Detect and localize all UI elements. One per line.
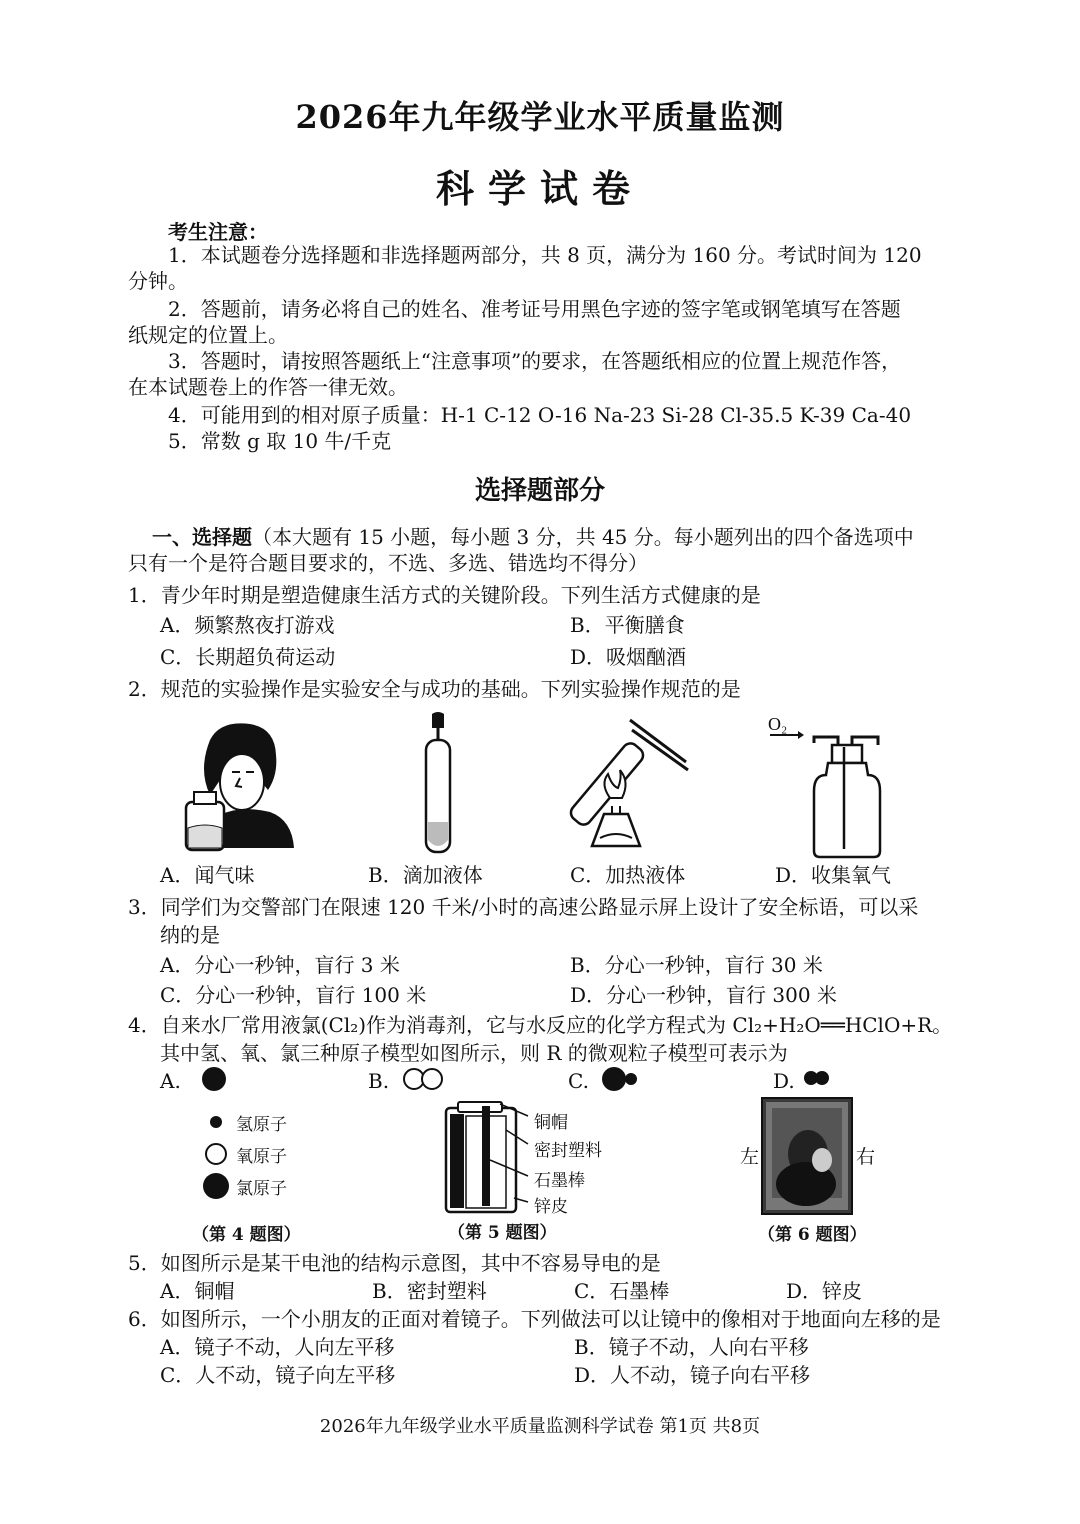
q5-stem: 5．如图所示是某干电池的结构示意图，其中不容易导电的是	[128, 1251, 661, 1275]
chlorine-atom-model	[200, 1066, 230, 1094]
subject-title: 科学试卷	[435, 166, 644, 211]
q5-option-b: B．密封塑料	[372, 1279, 487, 1303]
fig6-caption: （第 6 题图）	[758, 1225, 867, 1245]
q6-option-d: D．人不动，镜子向右平移	[574, 1363, 811, 1387]
q3-option-c: C．分心一秒钟，盲行 100 米	[160, 983, 427, 1007]
q4-option-c: C.	[568, 1069, 589, 1093]
q3-stem-1: 3．同学们为交警部门在限速 120 千米/小时的高速公路显示屏上设计了安全标语，可以采	[128, 895, 919, 919]
q2-option-a: A．闻气味	[160, 863, 255, 887]
q2-stem: 2．规范的实验操作是实验安全与成功的基础。下列实验操作规范的是	[128, 677, 741, 701]
q4-option-a: A.	[160, 1069, 181, 1093]
hydrogen-molecule-model	[802, 1068, 834, 1092]
q2-option-d: D．收集氧气	[775, 863, 892, 887]
q1-option-c: C．长期超负荷运动	[160, 645, 336, 669]
q1-option-d: D．吸烟酗酒	[570, 645, 687, 669]
hcl-molecule-model	[600, 1066, 644, 1094]
q6-option-a: A．镜子不动，人向左平移	[160, 1335, 395, 1359]
q6-option-b: B．镜子不动，人向右平移	[574, 1335, 809, 1359]
q3-option-a: A．分心一秒钟，盲行 3 米	[160, 953, 400, 977]
q2-option-b: B．滴加液体	[368, 863, 483, 887]
legend-hydrogen-icon	[208, 1114, 224, 1130]
battery-label-copper-cap: 铜帽	[534, 1113, 568, 1133]
q4-option-b: B.	[368, 1069, 390, 1093]
q2-option-c: C．加热液体	[570, 863, 686, 887]
part-desc-2: 只有一个是符合题目要求的，不选、多选、错选均不得分）	[128, 551, 648, 575]
fig4-caption: （第 4 题图）	[192, 1225, 301, 1245]
q5-option-a: A．铜帽	[160, 1279, 235, 1303]
smell-illustration	[180, 720, 300, 855]
battery-label-graphite-rod: 石墨棒	[534, 1171, 585, 1191]
notice-line: 分钟。	[128, 269, 188, 293]
q4-stem-2: 其中氢、氧、氯三种原子模型如图所示，则 R 的微观粒子模型可表示为	[160, 1041, 788, 1065]
battery-label-plastic-seal: 密封塑料	[534, 1141, 602, 1161]
q3-option-b: B．分心一秒钟，盲行 30 米	[570, 953, 823, 977]
battery-label-zinc-case: 锌皮	[534, 1197, 568, 1217]
notice-line: 1．本试题卷分选择题和非选择题两部分，共 8 页，满分为 160 分。考试时间为 120	[168, 243, 922, 267]
dry-cell-diagram	[440, 1100, 530, 1215]
gas-bottle-illustration	[770, 735, 890, 860]
notice-line: 3．答题时，请按照答题纸上“注意事项”的要求，在答题纸相应的位置上规范作答，	[168, 349, 902, 373]
q4-stem-1: 4．自来水厂常用液氯(Cl₂)作为消毒剂，它与水反应的化学方程式为 Cl₂+H₂O══HClO+R。	[128, 1013, 953, 1037]
q3-stem-2: 纳的是	[160, 923, 220, 947]
q6-option-c: C．人不动，镜子向左平移	[160, 1363, 396, 1387]
q6-stem: 6．如图所示，一个小朋友的正面对着镜子。下列做法可以让镜中的像相对于地面向左移的是	[128, 1307, 941, 1331]
part-desc-1: （本大题有 15 小题，每小题 3 分，共 45 分。每小题列出的四个备选项中	[252, 525, 914, 549]
notice-line: 在本试题卷上的作答一律无效。	[128, 375, 408, 399]
legend-chlorine-label: 氯原子	[236, 1179, 287, 1199]
q1-option-b: B．平衡膳食	[570, 613, 685, 637]
notice-line: 4．可能用到的相对原子质量：H-1 C-12 O-16 Na-23 Si-28 Cl-35.5 K-39 Ca-40	[168, 403, 912, 427]
part-description	[152, 524, 914, 550]
mirror-photo	[762, 1098, 852, 1214]
fig6-left-label: 左	[740, 1146, 760, 1168]
notice-line: 5．常数 g 取 10 牛/千克	[168, 429, 392, 453]
part-label: 一、选择题	[152, 525, 252, 549]
q5-option-c: C．石墨棒	[574, 1279, 670, 1303]
legend-oxygen-label: 氧原子	[236, 1147, 287, 1167]
q1-stem: 1．青少年时期是塑造健康生活方式的关键阶段。下列生活方式健康的是	[128, 583, 761, 607]
notice-line: 纸规定的位置上。	[128, 323, 288, 347]
q3-option-d: D．分心一秒钟，盲行 300 米	[570, 983, 837, 1007]
q4-option-d: D.	[773, 1069, 795, 1093]
page-footer: 2026年九年级学业水平质量监测科学试卷 第1页 共8页	[319, 1416, 761, 1437]
q1-option-a: A．频繁熬夜打游戏	[160, 613, 335, 637]
legend-chlorine-icon	[202, 1172, 230, 1200]
section-title: 选择题部分	[474, 476, 605, 506]
notice-heading: 考生注意：	[168, 220, 268, 244]
legend-oxygen-icon	[204, 1142, 228, 1166]
notice-line: 2．答题前，请务必将自己的姓名、准考证号用黑色字迹的签字笔或钢笔填写在答题	[168, 297, 901, 321]
fig6-right-label: 右	[856, 1146, 876, 1168]
o2-label: O₂	[768, 714, 788, 734]
fig5-caption: （第 5 题图）	[448, 1223, 557, 1243]
dropper-illustration	[418, 712, 458, 857]
q5-option-d: D．锌皮	[786, 1279, 863, 1303]
exam-title: 2026年九年级学业水平质量监测	[295, 98, 785, 136]
heating-illustration	[570, 710, 700, 860]
oxygen-molecule-model	[402, 1066, 446, 1094]
legend-hydrogen-label: 氢原子	[236, 1115, 287, 1135]
